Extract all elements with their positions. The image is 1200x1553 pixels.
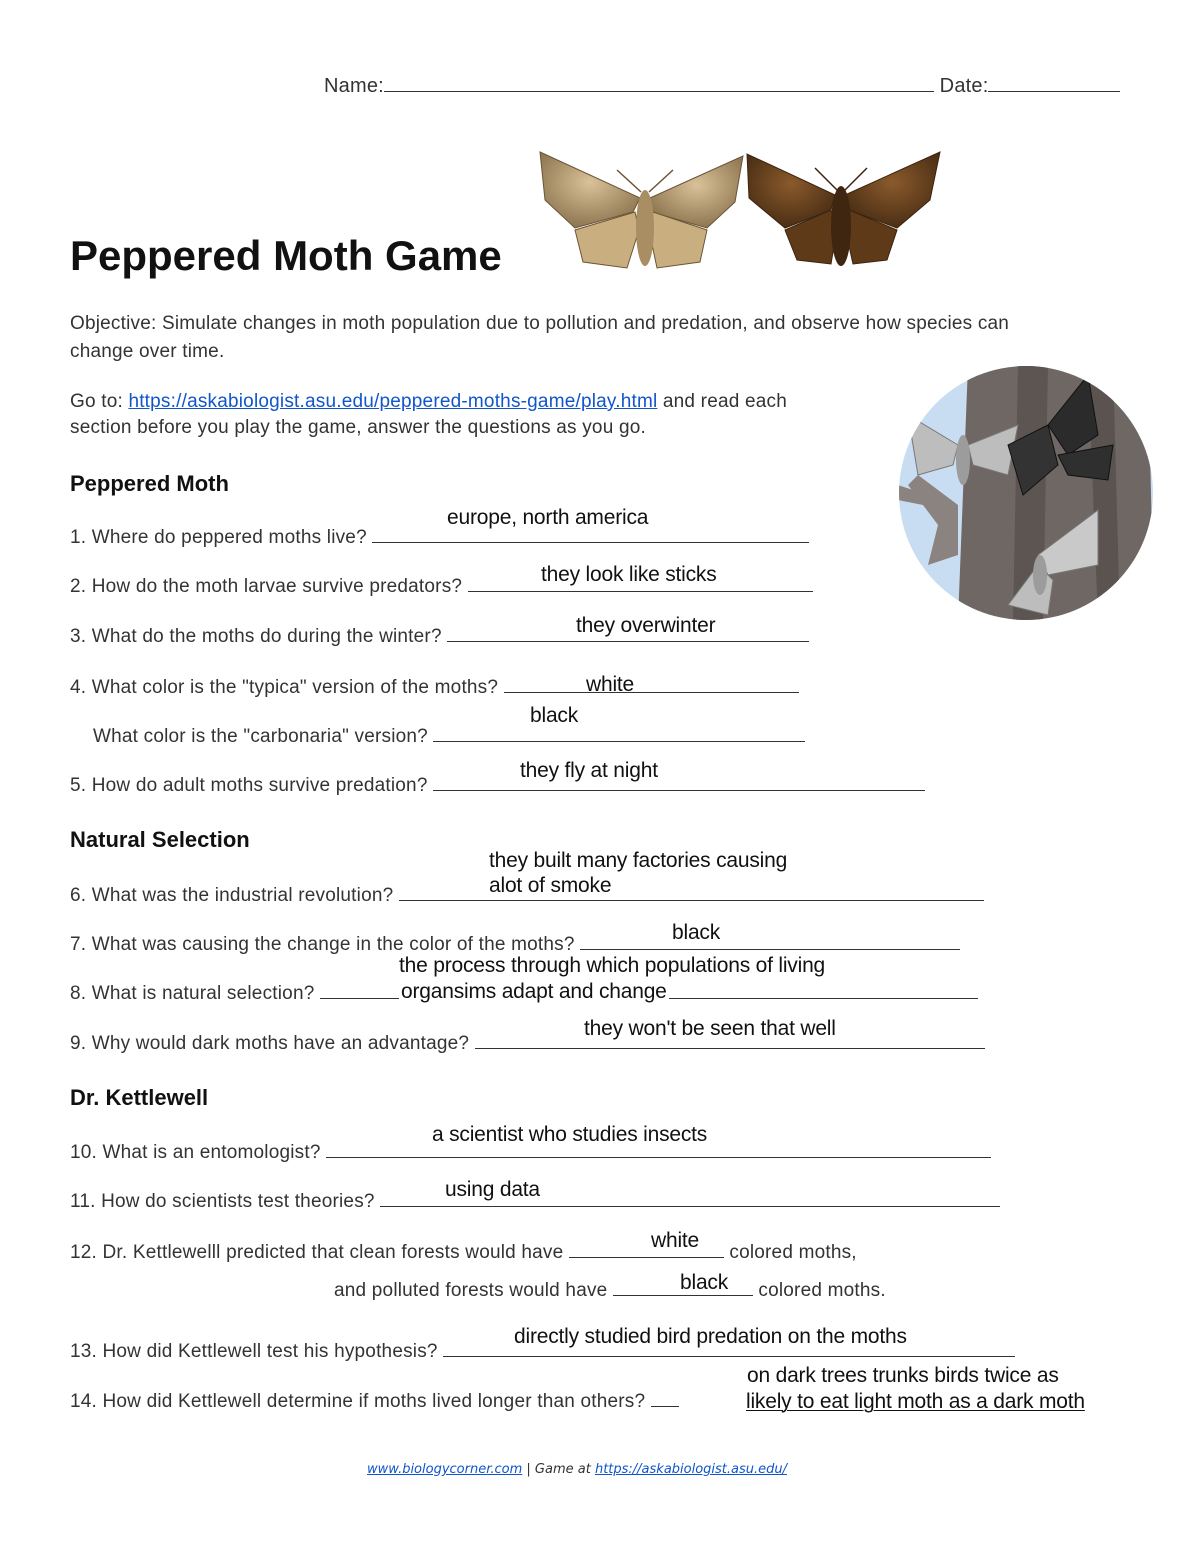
question-1-text: 1. Where do peppered moths live? — [70, 527, 367, 548]
question-1 — [70, 525, 809, 549]
section-peppered-moth: Peppered Moth — [70, 471, 229, 496]
answer-1-line — [372, 525, 809, 543]
answer-6-line — [399, 883, 984, 901]
question-4 — [70, 675, 799, 699]
question-5-text: 5. How do adult moths survive predation? — [70, 775, 428, 796]
answer-12a-line — [569, 1240, 724, 1258]
question-10-text: 10. What is an entomologist? — [70, 1142, 321, 1163]
answer-6-line1[interactable]: they built many factories causing — [489, 849, 788, 872]
game-link[interactable]: https://askabiologist.asu.edu/peppered-moths-game/play.html — [128, 391, 658, 412]
question-12b-end: colored moths. — [758, 1280, 886, 1301]
answer-6-line2[interactable]: alot of smoke — [489, 874, 612, 897]
question-13 — [70, 1339, 1015, 1363]
answer-8-line1[interactable]: the process through which populations of living — [399, 954, 826, 977]
answer-4b[interactable]: black — [530, 704, 579, 727]
footer-link-askabiologist[interactable]: https://askabiologist.asu.edu/ — [594, 1462, 788, 1477]
answer-13[interactable]: directly studied bird predation on the moths — [514, 1325, 907, 1348]
question-2 — [70, 574, 813, 598]
answer-14-line — [651, 1389, 679, 1407]
answer-4[interactable]: white — [586, 673, 635, 696]
question-9-text: 9. Why would dark moths have an advantage? — [70, 1033, 470, 1054]
answer-2[interactable]: they look like sticks — [541, 563, 717, 586]
answer-12a[interactable]: white — [651, 1229, 700, 1252]
question-11 — [70, 1189, 1000, 1213]
moths-photo — [535, 150, 945, 280]
goto-line2: section before you play the game, answer the questions as you go. — [70, 417, 646, 438]
light-moth — [540, 152, 743, 268]
answer-4b-line — [433, 724, 805, 742]
question-9 — [70, 1031, 985, 1055]
dark-moth — [747, 152, 940, 266]
footer — [367, 1462, 787, 1477]
question-4b — [93, 724, 805, 748]
footer-separator: | Game at — [522, 1462, 595, 1477]
answer-13-line — [443, 1339, 1015, 1357]
answer-9[interactable]: they won't be seen that well — [584, 1017, 836, 1040]
question-14 — [70, 1389, 679, 1413]
question-4-text: 4. What color is the "typica" version of the moths? — [70, 677, 499, 698]
section-natural-selection: Natural Selection — [70, 827, 250, 852]
question-12b — [334, 1278, 886, 1302]
answer-2-line — [468, 574, 813, 592]
question-3 — [70, 624, 809, 648]
question-3-text: 3. What do the moths do during the winter? — [70, 626, 442, 647]
date-label: Date: — [939, 75, 989, 97]
goto-suffix: and read each — [657, 391, 787, 412]
footer-link-biologycorner[interactable]: www.biologycorner.com — [367, 1462, 523, 1477]
question-10 — [70, 1140, 991, 1164]
question-2-text: 2. How do the moth larvae survive predators? — [70, 576, 463, 597]
answer-10-line — [326, 1140, 991, 1158]
answer-14-line2[interactable]: likely to eat light moth as a dark moth — [746, 1390, 1085, 1413]
objective-line2: change over time. — [70, 341, 225, 362]
answer-8-line2[interactable]: organsims adapt and change — [401, 980, 667, 1003]
answer-1[interactable]: europe, north america — [447, 506, 649, 529]
answer-3[interactable]: they overwinter — [576, 614, 716, 637]
name-date-row — [324, 74, 1120, 98]
goto-line1 — [70, 391, 787, 413]
answer-14-line1[interactable]: on dark trees trunks birds twice as — [747, 1364, 1059, 1387]
name-label: Name: — [324, 75, 384, 97]
question-8-text: 8. What is natural selection? — [70, 983, 315, 1004]
answer-3-line — [447, 624, 809, 642]
question-5 — [70, 773, 925, 797]
question-14-text: 14. How did Kettlewell determine if moths lived longer than others? — [70, 1391, 646, 1412]
question-13-text: 13. How did Kettlewell test his hypothesis? — [70, 1341, 438, 1362]
question-12a-end: colored moths, — [729, 1242, 857, 1263]
question-6 — [70, 883, 984, 907]
objective-line1: Objective: Simulate changes in moth population due to pollution and predation, and observe how species can — [70, 313, 1010, 334]
answer-7-line — [580, 932, 960, 950]
question-6-text: 6. What was the industrial revolution? — [70, 885, 394, 906]
question-4b-text: What color is the "carbonaria" version? — [93, 726, 428, 747]
answer-5-line — [433, 773, 925, 791]
question-12a-text: 12. Dr. Kettlewelll predicted that clean forests would have — [70, 1242, 564, 1263]
answer-10[interactable]: a scientist who studies insects — [432, 1123, 708, 1146]
answer-7[interactable]: black — [672, 921, 721, 944]
answer-5[interactable]: they fly at night — [520, 759, 658, 782]
section-kettlewell: Dr. Kettlewell — [70, 1085, 209, 1110]
question-7-text: 7. What was causing the change in the color of the moths? — [70, 934, 575, 955]
moths-on-tree-illustration — [898, 365, 1154, 621]
answer-12b[interactable]: black — [680, 1271, 729, 1294]
page-title: Peppered Moth Game — [70, 232, 502, 279]
question-7 — [70, 932, 960, 956]
answer-12b-line — [613, 1278, 753, 1296]
answer-9-line — [475, 1031, 985, 1049]
name-blank[interactable] — [384, 74, 934, 92]
answer-11-line — [380, 1189, 1000, 1207]
date-blank[interactable] — [988, 74, 1120, 92]
answer-4-line — [504, 675, 799, 693]
goto-prefix: Go to: — [70, 391, 129, 412]
question-11-text: 11. How do scientists test theories? — [70, 1191, 375, 1212]
question-12a — [70, 1240, 857, 1264]
question-12b-text: and polluted forests would have — [334, 1280, 608, 1301]
answer-11[interactable]: using data — [445, 1178, 540, 1201]
